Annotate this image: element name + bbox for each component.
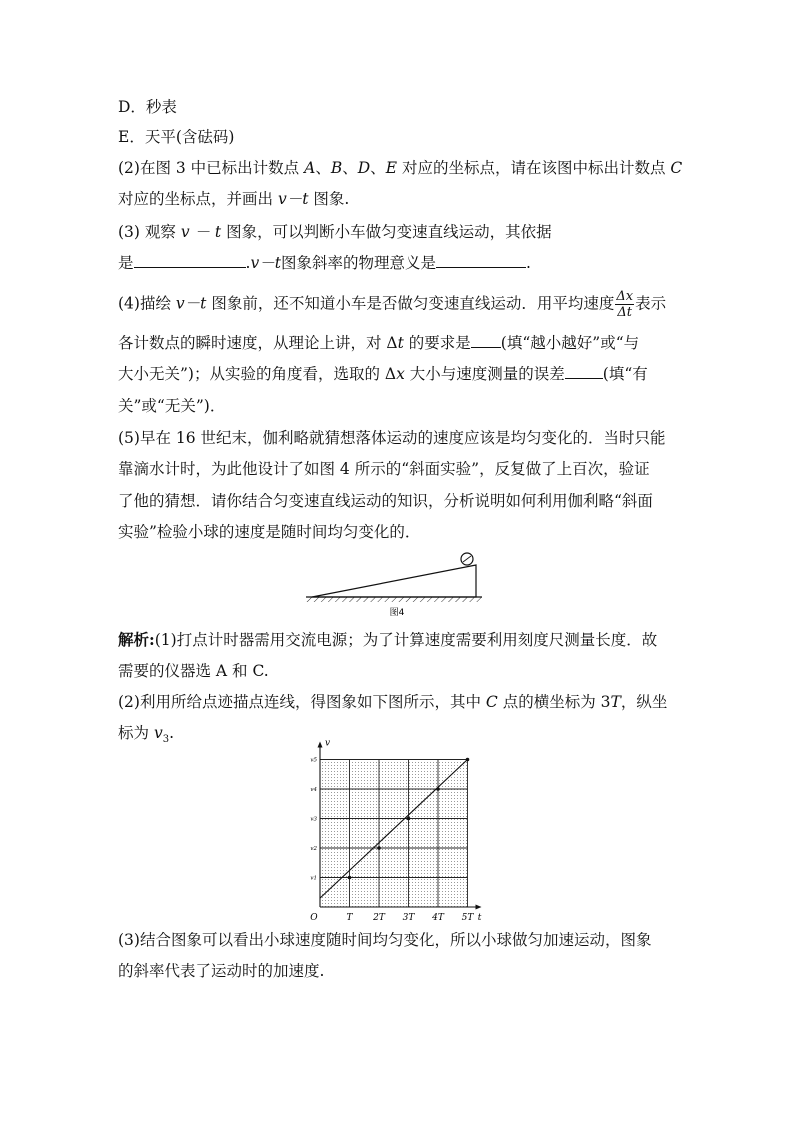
option-e: E．天平(含砝码) xyxy=(118,128,235,146)
y-axis-arrow-icon xyxy=(318,742,323,748)
data-point xyxy=(436,787,440,791)
x-tick-label: 5T xyxy=(461,913,474,923)
question-5-line-3: 了他的猜想．请你结合匀变速直线运动的知识，分析说明如何利用伽利略“斜面 xyxy=(118,492,653,510)
question-2-line-1: (2)在图 3 中已标出计数点 A、B、D、E 对应的坐标点，请在该图中标出计数点 C xyxy=(118,159,683,177)
question-5-line-2: 靠滴水计时，为此他设计了如图 4 所示的“斜面实验”，反复做了上百次，验证 xyxy=(118,460,650,478)
solution-1-line-1: 解析:(1)打点计时器需用交流电源；为了计算速度需要利用刻度尺测量长度．故 xyxy=(118,630,658,649)
answer-blank-4a[interactable] xyxy=(471,333,501,348)
ground-hatching xyxy=(306,597,482,602)
question-4-line-3: 大小无关”)；从实验的角度看，选取的 Δx 大小与速度测量的误差 (填“有 xyxy=(118,365,648,383)
question-4-line-2: 各计数点的瞬时速度，从理论上讲，对 Δt 的要求是 (填“越小越好”或“与 xyxy=(118,334,640,352)
answer-blank-3b[interactable] xyxy=(436,253,526,268)
y-tick-label: v5 xyxy=(310,757,317,764)
figure-4-incline xyxy=(300,545,490,620)
data-point xyxy=(377,846,381,850)
question-5-line-1: (5)早在 16 世纪末，伽利略就猜想落体运动的速度应该是均匀变化的．当时只能 xyxy=(118,429,666,447)
figure-4-caption: 图4 xyxy=(389,608,405,618)
y-axis-label: v xyxy=(325,740,331,749)
x-tick-label: T xyxy=(346,913,353,923)
plot-background xyxy=(320,760,468,908)
question-4-line-1: (4)描绘 v－t 图象前，还不知道小车是否做匀变速直线运动．用平均速度 $\frac{\Delta x}{\Delta t}$ 表示 xyxy=(118,289,667,320)
question-5-line-4: 实验”检验小球的速度是随时间均匀变化的． xyxy=(118,523,421,541)
y-tick-label: v1 xyxy=(310,875,317,882)
origin-label: O xyxy=(310,913,318,923)
x-tick-label: 4T xyxy=(432,913,444,923)
option-d: D．秒表 xyxy=(118,98,177,116)
y-tick-label: v2 xyxy=(310,846,317,852)
y-tick-label: v4 xyxy=(310,787,317,793)
solution-2-line-1: (2)利用所给点迹描点连线，得图象如下图所示，其中 C 点的横坐标为 3T，纵坐 xyxy=(118,693,668,711)
y-tick-label: v3 xyxy=(310,816,317,823)
solution-2-line-2: 标为 $v_3$. xyxy=(118,724,175,746)
average-velocity-fraction: $\frac{\Delta x}{\Delta t}$ xyxy=(616,289,634,320)
incline-ramp xyxy=(312,565,476,597)
x-tick-label: 2T xyxy=(373,913,385,923)
answer-blank-4b[interactable] xyxy=(565,364,603,379)
question-3-line-1: (3) 观察 v － t 图象，可以判断小车做匀变速直线运动，其依据 xyxy=(118,223,552,241)
question-4-line-4: 关”或“无关”)． xyxy=(118,397,226,415)
data-point xyxy=(407,817,411,821)
x-axis-label: t xyxy=(477,913,482,923)
solution-1-line-2: 需要的仪器选 A 和 C. xyxy=(118,662,269,680)
solution-3-line-2: 的斜率代表了运动时的加速度. xyxy=(118,962,325,980)
solution-3-line-1: (3)结合图象可以看出小球速度随时间均匀变化，所以小球做匀加速运动，图象 xyxy=(118,931,652,949)
answer-blank-3a[interactable] xyxy=(134,253,246,268)
data-point xyxy=(348,876,352,880)
x-axis-arrow-icon xyxy=(476,905,482,910)
vt-graph xyxy=(300,740,500,925)
question-3-line-2: 是 .v－t图象斜率的物理意义是 . xyxy=(118,254,531,272)
data-point xyxy=(466,758,470,762)
x-tick-label: 3T xyxy=(402,913,415,923)
question-2-line-2: 对应的坐标点，并画出 v－t 图象. xyxy=(118,190,350,208)
